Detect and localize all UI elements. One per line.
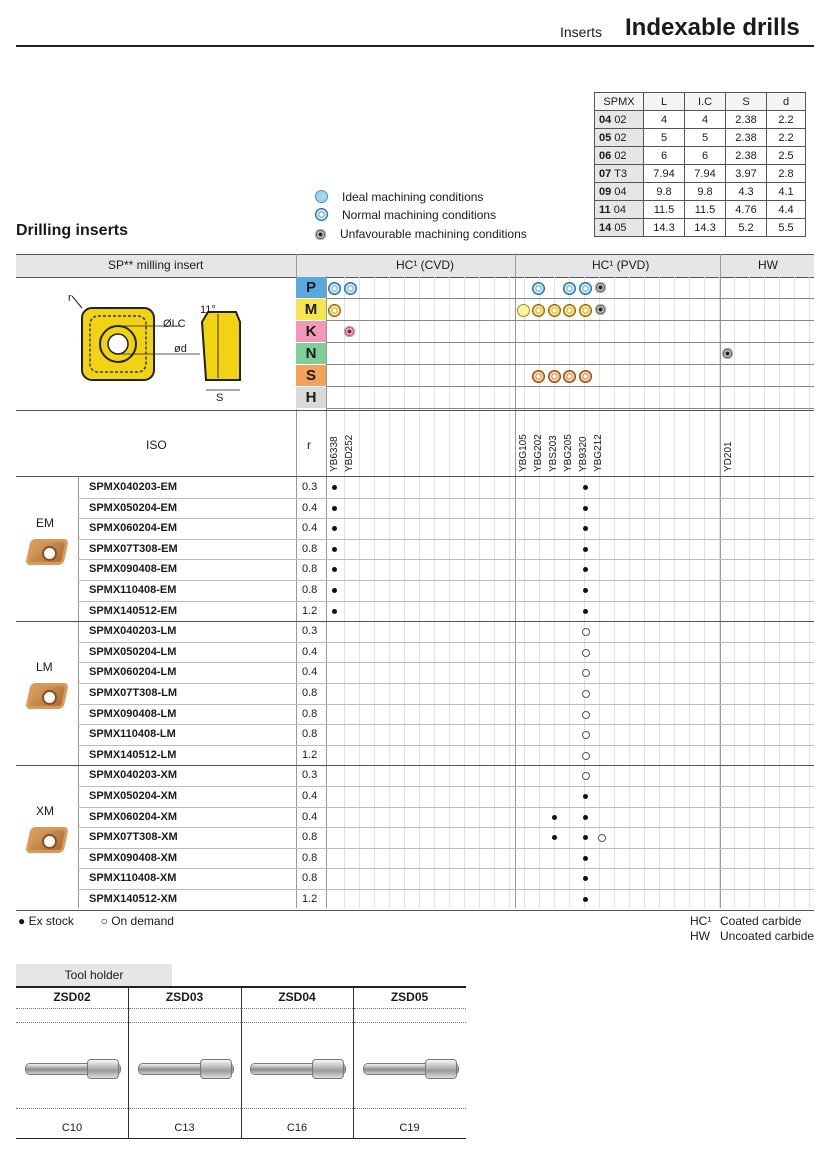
page-title: Indexable drills [625, 14, 800, 41]
size-value: 5 [644, 129, 685, 147]
tool-holder-size: C13 [174, 1122, 195, 1134]
product-code: SPMX050204-XM [89, 790, 178, 802]
material-m: M [296, 299, 326, 321]
ex-stock-mark [332, 609, 337, 614]
product-code: SPMX040203-XM [89, 769, 178, 782]
on-demand-mark [582, 690, 590, 698]
normal-conditions-icon [563, 282, 576, 295]
ideal-conditions-icon [517, 304, 530, 317]
size-value: 4.1 [767, 183, 806, 201]
table-row-divider [78, 745, 814, 746]
size-value: 5.5 [767, 219, 806, 237]
tool-holder-divider [16, 1108, 128, 1109]
on-demand-label: ○ On demand [100, 914, 174, 928]
legend-ideal [315, 190, 483, 204]
size-code-major: 11 [599, 203, 611, 216]
grid-column-divider [78, 476, 79, 908]
normal-conditions-icon [328, 304, 341, 317]
size-code-major: 14 [599, 221, 612, 234]
hc-desc: Coated carbide [720, 914, 802, 928]
size-row [595, 219, 806, 237]
ex-stock-mark [332, 485, 337, 490]
corner-radius: 0.8 [302, 728, 318, 741]
drawing-label-s: S [216, 392, 224, 404]
table-row-divider [78, 642, 814, 643]
legend-unfav-label: Unfavourable machining conditions [340, 227, 527, 241]
table-row-divider [78, 662, 814, 663]
group-label-xm: XM [36, 804, 54, 819]
size-value: 5 [685, 129, 726, 147]
normal-conditions-icon [579, 370, 592, 383]
product-code: SPMX110408-EM [89, 584, 177, 596]
grade-ybs203: YBS203 [548, 435, 559, 472]
grade-ybg205: YBG205 [563, 434, 574, 472]
drawing-label-d: ød [174, 343, 187, 355]
material-p: P [296, 277, 326, 299]
size-value: 2.8 [767, 165, 806, 183]
table-row-divider [78, 786, 814, 787]
normal-conditions-icon [563, 370, 576, 383]
col-spmx: SPMX [595, 93, 644, 111]
corner-radius: 0.4 [302, 810, 318, 823]
col-ic: I.C [685, 93, 726, 111]
size-row [595, 183, 806, 201]
tool-holder-divider [354, 1008, 466, 1009]
drill-shank-icon [313, 1060, 343, 1078]
legend-normal [315, 208, 496, 222]
size-value: 14.3 [644, 219, 685, 237]
spmx-dimensions-table [594, 92, 806, 237]
size-value: 3.97 [726, 165, 767, 183]
normal-conditions-icon [344, 282, 357, 295]
size-code-minor: 04 [613, 203, 626, 216]
size-value: 9.8 [685, 183, 726, 201]
size-row [595, 129, 806, 147]
ex-stock-mark [583, 547, 588, 552]
normal-conditions-icon [548, 304, 561, 317]
corner-radius: 0.3 [302, 481, 318, 493]
ex-stock-mark [332, 588, 337, 593]
size-value: 4.76 [726, 201, 767, 219]
insert-header: SP** milling insert [108, 258, 204, 272]
size-value: 14.3 [685, 219, 726, 237]
tool-holder-zsd05 [354, 988, 466, 1138]
corner-radius: 0.8 [302, 851, 318, 864]
corner-radius: 1.2 [302, 893, 318, 905]
table-row-divider [78, 868, 814, 869]
size-row [595, 201, 806, 219]
product-code: SPMX090408-XM [89, 851, 178, 864]
material-row-h [326, 387, 814, 409]
table-row-divider [16, 910, 814, 911]
drill-shank-icon [88, 1060, 118, 1078]
size-value: 6 [644, 147, 685, 165]
corner-radius: 0.8 [302, 831, 318, 844]
on-demand-mark [582, 752, 590, 760]
normal-conditions-icon [532, 304, 545, 317]
grade-yb6338: YB6338 [329, 436, 340, 472]
table-row-divider [78, 724, 814, 725]
corner-radius: 0.8 [302, 563, 318, 576]
tool-holder-tab [16, 964, 172, 986]
product-code: SPMX140512-LM [89, 748, 177, 761]
ex-stock-mark [583, 485, 588, 490]
ex-stock-mark [583, 815, 588, 820]
ex-stock-mark [583, 897, 588, 902]
size-value: 4.3 [726, 183, 767, 201]
corner-radius: 1.2 [302, 604, 318, 617]
tool-holder-tab-label: Tool holder [64, 968, 124, 982]
ex-stock-mark [332, 547, 337, 552]
grade-ybg202: YBG202 [533, 434, 544, 472]
legend-unfavourable [315, 227, 527, 241]
corner-radius: 0.8 [302, 584, 318, 596]
size-code-major: 07 [599, 167, 612, 180]
table-row-divider [78, 498, 814, 499]
tool-holder-divider [16, 1022, 128, 1023]
ex-stock-mark [332, 506, 337, 511]
grid-divider [16, 410, 814, 411]
product-code: SPMX050204-EM [89, 501, 178, 514]
tool-holder-divider [354, 1108, 466, 1109]
size-value: 4 [685, 111, 726, 129]
normal-conditions-icon [563, 304, 576, 317]
normal-conditions-icon [315, 208, 328, 221]
normal-conditions-icon [532, 370, 545, 383]
on-demand-mark [582, 649, 590, 657]
size-code-minor: 02 [614, 149, 627, 162]
tool-holder-divider [129, 1022, 241, 1023]
size-value: 5.2 [726, 219, 767, 237]
unfavourable-conditions-icon [722, 348, 733, 359]
unfavourable-conditions-icon [315, 229, 326, 240]
hw-desc: Uncoated carbide [720, 929, 815, 943]
tool-holder-name: ZSD05 [390, 990, 429, 1004]
col-l: L [644, 93, 685, 111]
size-value: 4.4 [767, 201, 806, 219]
section-label: Inserts [560, 24, 603, 40]
tool-holder-size: C19 [399, 1122, 420, 1134]
product-code: SPMX040203-EM [89, 481, 178, 493]
corner-radius: 0.4 [302, 790, 318, 802]
tool-holder-name: ZSD04 [278, 990, 316, 1004]
size-code-minor: 05 [614, 221, 627, 234]
material-row-k [326, 321, 814, 343]
grade-yb9320: YB9320 [578, 436, 589, 472]
drawing-label-r: r [68, 292, 72, 304]
product-code: SPMX07T308-XM [89, 831, 178, 844]
ex-stock-mark [583, 856, 588, 861]
size-value: 2.2 [767, 129, 806, 147]
size-code-major: 04 [599, 113, 612, 126]
corner-radius: 0.8 [302, 707, 318, 720]
tool-holder-zsd03 [129, 988, 242, 1138]
grid-divider [16, 476, 814, 477]
ex-stock-mark [583, 609, 588, 614]
corner-radius: 0.4 [302, 522, 318, 535]
product-code: SPMX040203-LM [89, 625, 177, 638]
normal-conditions-icon [579, 282, 592, 295]
size-code [595, 201, 644, 219]
tool-holder-bottom-rule [16, 1138, 466, 1139]
table-row-divider [78, 518, 814, 519]
grade-yd201: YD201 [723, 441, 734, 472]
tool-holder-divider [241, 1022, 353, 1023]
table-row-divider [78, 848, 814, 849]
product-code: SPMX050204-LM [89, 645, 177, 658]
size-value: 11.5 [685, 201, 726, 219]
product-code: SPMX140512-EM [89, 604, 178, 617]
size-value: 2.38 [726, 111, 767, 129]
size-code [595, 219, 644, 237]
col-s: S [726, 93, 767, 111]
table-row-divider [78, 704, 814, 705]
normal-conditions-icon [328, 282, 341, 295]
unfavourable-conditions-icon [595, 304, 606, 315]
unfavourable-conditions-icon [344, 326, 355, 337]
tool-holder-divider [354, 1022, 466, 1023]
size-code-minor: 02 [614, 131, 627, 144]
hc-cvd-header: HC¹ (CVD) [396, 258, 454, 272]
grade-ybg105: YBG105 [518, 434, 529, 472]
corner-radius: 0.3 [302, 769, 318, 782]
r-header: r [307, 438, 311, 452]
size-code [595, 183, 644, 201]
ex-stock-mark [583, 506, 588, 511]
grade-ybd252: YBD252 [344, 434, 355, 472]
product-code: SPMX060204-LM [89, 666, 177, 679]
product-code: SPMX140512-XM [89, 893, 178, 905]
size-code [595, 129, 644, 147]
corner-radius: 0.4 [302, 501, 318, 514]
col-d: d [767, 93, 806, 111]
tool-holder-divider [129, 1008, 241, 1009]
size-code [595, 147, 644, 165]
material-h: H [296, 387, 326, 409]
hc-abbr: HC¹ [690, 914, 712, 928]
corner-radius: 0.4 [302, 666, 318, 679]
corner-radius: 0.8 [302, 542, 318, 555]
material-n: N [296, 343, 326, 365]
size-value: 6 [685, 147, 726, 165]
hw-header: HW [758, 258, 778, 272]
tool-holder-size: C10 [61, 1122, 83, 1134]
table-row-divider [16, 621, 814, 622]
ex-stock-mark [552, 815, 557, 820]
drill-shank-icon [201, 1060, 231, 1078]
table-row-divider [78, 827, 814, 828]
product-code: SPMX07T308-EM [89, 542, 178, 555]
corner-radius: 0.3 [302, 625, 318, 638]
ex-stock-label: ● Ex stock [18, 914, 74, 928]
size-value: 7.94 [644, 165, 685, 183]
carbide-note [690, 914, 814, 944]
tool-holder-divider [241, 1008, 353, 1009]
table-row-divider [16, 765, 814, 766]
size-code-minor: 02 [614, 113, 627, 126]
tool-holder-size: C16 [286, 1122, 308, 1134]
size-value: 2.38 [726, 129, 767, 147]
table-row-divider [78, 889, 814, 890]
drawing-label-angle: 11° [200, 304, 216, 316]
size-code-major: 09 [599, 185, 612, 198]
size-value: 11.5 [644, 201, 685, 219]
size-value: 2.38 [726, 147, 767, 165]
hc-pvd-header: HC¹ (PVD) [592, 258, 650, 272]
material-row-n [326, 343, 814, 365]
corner-radius: 0.8 [302, 687, 318, 699]
legend-ideal-label: Ideal machining conditions [342, 190, 484, 204]
size-value: 4 [644, 111, 685, 129]
product-code: SPMX060204-XM [89, 810, 178, 823]
insert-drawing [60, 290, 260, 410]
insert-hole-icon [42, 546, 57, 561]
tool-holder-divider [16, 1008, 128, 1009]
tool-holder-zsd02 [16, 988, 129, 1138]
stock-legend [18, 914, 174, 928]
grade-ybg212: YBG212 [593, 434, 604, 472]
size-code [595, 165, 644, 183]
size-value: 2.2 [767, 111, 806, 129]
material-s: S [296, 365, 326, 387]
tool-holder-name: ZSD03 [165, 990, 204, 1004]
product-code: SPMX090408-LM [89, 707, 177, 720]
size-code-major: 06 [599, 149, 612, 162]
section-title: Drilling inserts [16, 222, 129, 239]
on-demand-mark [582, 711, 590, 719]
product-code: SPMX07T308-LM [89, 687, 178, 699]
material-k: K [296, 321, 326, 343]
product-code: SPMX110408-XM [89, 872, 177, 885]
legend-normal-label: Normal machining conditions [342, 208, 497, 222]
corner-radius: 1.2 [302, 748, 318, 761]
table-row-divider [78, 601, 814, 602]
product-code: SPMX090408-EM [89, 563, 178, 576]
corner-radius: 0.8 [302, 872, 318, 885]
drawing-label-ic: ØI.C [163, 318, 186, 330]
size-row [595, 165, 806, 183]
drill-shank-icon [426, 1060, 456, 1078]
iso-header: ISO [146, 438, 167, 452]
size-value: 9.8 [644, 183, 685, 201]
normal-conditions-icon [579, 304, 592, 317]
size-row [595, 147, 806, 165]
product-code: SPMX060204-EM [89, 522, 178, 535]
table-row-divider [78, 539, 814, 540]
size-code-major: 05 [599, 131, 612, 144]
size-value: 2.5 [767, 147, 806, 165]
group-label-lm: LM [36, 660, 53, 675]
header-divider [16, 45, 814, 47]
table-row-divider [78, 683, 814, 684]
corner-radius: 0.4 [302, 645, 318, 658]
size-row [595, 111, 806, 129]
tool-holder-divider [129, 1108, 241, 1109]
size-code [595, 111, 644, 129]
ideal-conditions-icon [315, 190, 328, 203]
tool-holder-zsd04 [241, 988, 354, 1138]
tool-holder-name: ZSD02 [53, 990, 91, 1004]
table-row-divider [78, 559, 814, 560]
group-label-em: EM [36, 516, 54, 530]
table-row-divider [78, 807, 814, 808]
size-code-minor: T3 [614, 167, 627, 180]
unfavourable-conditions-icon [595, 282, 606, 293]
ex-stock-mark [583, 794, 588, 799]
tool-holder-divider [241, 1108, 353, 1109]
size-value: 7.94 [685, 165, 726, 183]
hw-abbr: HW [690, 929, 710, 943]
table-row-divider [78, 580, 814, 581]
size-code-minor: 04 [614, 185, 627, 198]
normal-conditions-icon [548, 370, 561, 383]
normal-conditions-icon [532, 282, 545, 295]
ex-stock-mark [583, 588, 588, 593]
product-code: SPMX110408-LM [89, 728, 176, 741]
